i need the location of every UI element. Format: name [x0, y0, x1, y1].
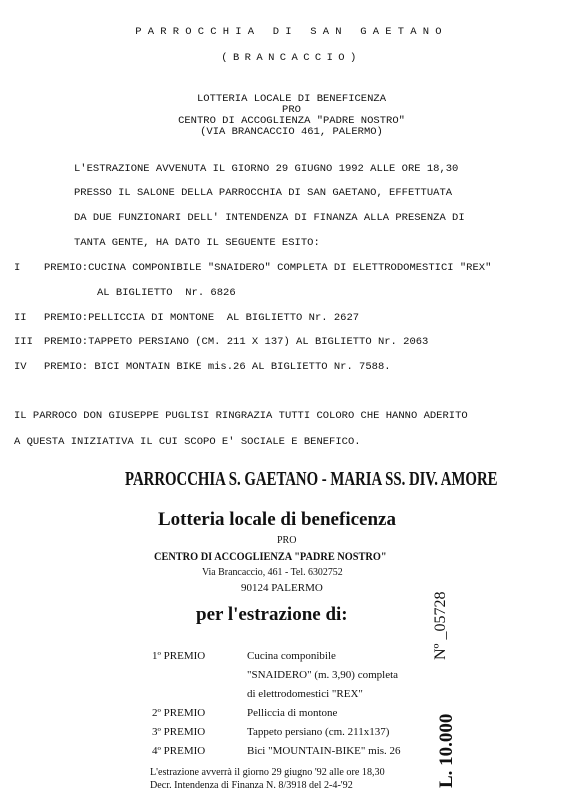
header-subtitle: (BRANCACCIO)	[221, 52, 362, 64]
lottery-pro: PRO	[282, 104, 301, 116]
ticket-address: Via Brancaccio, 461 - Tel. 6302752	[202, 566, 343, 578]
ticket-prize-line: "SNAIDERO" (m. 3,90) completa	[247, 669, 399, 681]
prize-text: PREMIO:CUCINA COMPONIBILE "SNAIDERO" COMPLETA DI ELETTRODOMESTICI "REX"	[44, 262, 492, 274]
body-line: L'ESTRAZIONE AVVENUTA IL GIORNO 29 GIUGNO 1992 ALLE ORE 18,30	[74, 163, 459, 175]
prize-text: PREMIO: BICI MONTAIN BIKE mis.26 AL BIGLIETTO Nr. 7588.	[44, 361, 391, 373]
ticket-city: 90124 PALERMO	[241, 582, 323, 594]
prize-rank: I	[14, 262, 21, 274]
ticket-prize-line: Bici "MOUNTAIN-BIKE" mis. 26	[247, 745, 401, 757]
ticket-prize-label: 2º PREMIO	[152, 707, 206, 719]
ticket-prize-label: 1º PREMIO	[152, 650, 206, 662]
closing-line: IL PARROCO DON GIUSEPPE PUGLISI RINGRAZIA TUTTI COLORO CHE HANNO ADERITO	[14, 410, 468, 422]
prize-text: PREMIO:PELLICCIA DI MONTONE AL BIGLIETTO Nr. 2627	[44, 312, 360, 324]
ticket-footer-date: L'estrazione avverrà il giorno 29 giugno '92 alle ore 18,30	[150, 766, 385, 778]
ticket-title: Lotteria locale di beneficenza	[158, 509, 396, 530]
ticket-estrazione-heading: per l'estrazione di:	[196, 604, 348, 625]
body-line: PRESSO IL SALONE DELLA PARROCCHIA DI SAN GAETANO, EFFETTUATA	[74, 187, 453, 199]
ticket-parish: PARROCCHIA S. GAETANO - MARIA SS. DIV. AMORE	[125, 468, 498, 490]
body-line: DA DUE FUNZIONARI DELL' INTENDENZA DI FINANZA ALLA PRESENZA DI	[74, 212, 465, 224]
ticket-centro: CENTRO DI ACCOGLIENZA "PADRE NOSTRO"	[154, 549, 387, 563]
closing-line: A QUESTA INIZIATIVA IL CUI SCOPO E' SOCIALE E BENEFICO.	[14, 436, 361, 448]
ticket-prize-label: 4º PREMIO	[152, 745, 206, 757]
ticket-pro: PRO	[277, 535, 297, 546]
ticket-prize-line: di elettrodomestici "REX"	[247, 688, 363, 700]
lottery-address: (VIA BRANCACCIO 461, PALERMO)	[200, 126, 383, 138]
ticket-prize-line: Pelliccia di montone	[247, 707, 338, 719]
ticket-serial: Nº _05728	[432, 591, 449, 660]
header-title: PARROCCHIA DI SAN GAETANO	[135, 26, 448, 38]
ticket-prize-line: Cucina componibile	[247, 650, 336, 662]
prize-rank: IV	[14, 361, 27, 373]
ticket-prize-label: 3º PREMIO	[152, 726, 206, 738]
prize-text: PREMIO:TAPPETO PERSIANO (CM. 211 X 137) AL BIGLIETTO Nr. 2063	[44, 336, 429, 348]
prize-rank: III	[14, 336, 33, 348]
prize-continuation: AL BIGLIETTO Nr. 6826	[97, 287, 236, 299]
lottery-title: LOTTERIA LOCALE DI BENEFICENZA	[196, 93, 387, 105]
ticket-footer-decree: Decr. Intendenza di Finanza N. 8/3918 del 2-4-'92	[150, 779, 353, 791]
lottery-centro: CENTRO DI ACCOGLIENZA "PADRE NOSTRO"	[178, 115, 405, 127]
prize-rank: II	[14, 312, 27, 324]
body-line: TANTA GENTE, HA DATO IL SEGUENTE ESITO:	[74, 237, 320, 249]
ticket-prize-line: Tappeto persiano (cm. 211x137)	[247, 726, 390, 738]
ticket-price: L. 10.000	[436, 713, 457, 788]
